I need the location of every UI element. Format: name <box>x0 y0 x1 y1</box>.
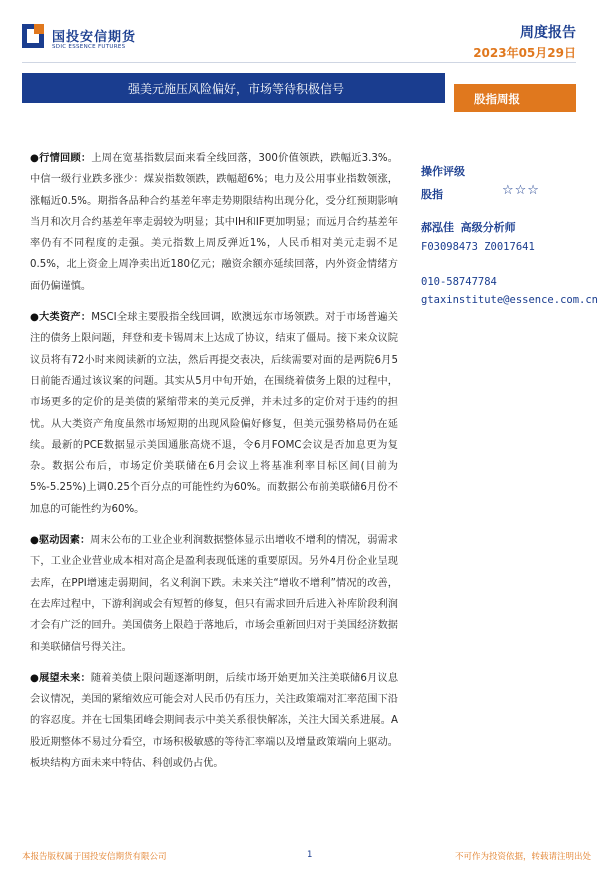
report-type: 周度报告 <box>520 25 576 41</box>
report-tag: 股指周报 <box>474 92 520 106</box>
section-heading: ●展望未来： <box>30 672 91 684</box>
rating-stars: ☆☆☆ <box>502 183 540 198</box>
report-date: 2023年05月29日 <box>473 46 576 60</box>
footer-copyright: 本报告版权属于国投安信期货有限公司 <box>22 852 167 862</box>
logo-cn-text: 国投安信期货 <box>52 30 137 45</box>
footer-disclaimer: 不可作为投资依据，转载请注明出处 <box>454 852 591 862</box>
section-heading: ●驱动因素： <box>30 535 91 547</box>
section-text: MSCI全球主要股指全线回调，欧澳远东市场领跌。对于市场普遍关注的债务上限问题，拜登和麦卡锡周末上达成了协议，结束了僵局。接下来众议院议员将有72小时来阅读新的立法，然后再提交表决，后续需要对面的是两院6月5日前能否通过该议案的问题。其实从5月中旬开始，在围绕着债务上限的过程中，市场更多的定价的是美债的紧缩带来的美元反弹，并未过多的定价对于违约的担忧。从大类资产角度虽然市场短期的出现风险偏好修复，但美元强势格局仍在延续。最新的PCE数据显示美国通胀高烧不退，令6月FOMC会议是否加息更为复杂。数据公布后，市场定价美联储在6月会议上将基准利率目标区间(目前为5%-5.25%)上调0.25个百分点的可能性约为60%。而数据公布前美联储6月份不加息的可能性约为60%。 <box>30 312 398 515</box>
page-number: 1 <box>307 850 313 860</box>
rating-label: 操作评级 <box>421 165 465 178</box>
section-drivers <box>30 530 398 658</box>
section-heading: ●行情回顾： <box>30 153 92 164</box>
section-asset-classes <box>30 307 398 520</box>
report-body <box>30 148 398 784</box>
section-market-review <box>30 148 398 297</box>
section-text: 随着美债上限问题逐渐明朗，后续市场开始更加关注美联储6月议息会议情况，美国的紧缩效应可能会对人民币仍有压力，关注政策端对汇率范围下沿的容忍度。并在七国集团峰会期间表示中美关系很快解冻，关注大国关系进展。A股近期整体不易过分看空，市场积极敏感的等待汇率端以及增量政策端向上驱动。板块结构方面未来中特估、科创或仍占优。 <box>30 672 399 770</box>
analyst-cert: F03098473 Z0017641 <box>421 241 535 253</box>
company-logo <box>22 22 172 56</box>
section-outlook <box>30 668 398 774</box>
analyst-phone: 010-58747784 <box>421 276 497 288</box>
section-heading: ●大类资产： <box>30 312 92 324</box>
header-divider <box>22 62 576 63</box>
section-text: 周末公布的工业企业利润数据整体显示出增收不增利的情况，弱需求下，工业企业营业成本相对高企是盈利表现低迷的重要原因。另外4月份企业呈现去库，在PPI增速走弱期间，名义利润下跌。未来关注“增收不增利”情况的改善，在去库过程中，下游利润或会有短暂的修复，但只有需求回升后进入补库阶段利润才会有广泛的回升。美国债务上限趋于落地后，市场会重新回归对于美国经济数据和美联储信号得关注。 <box>30 535 398 653</box>
rating-name: 股指 <box>421 188 443 201</box>
logo-en-text: SDIC ESSENCE FUTURES <box>52 44 126 50</box>
report-title: 强美元施压风险偏好，市场等待积极信号 <box>128 82 345 96</box>
section-text: 上周在宽基指数层面来看全线回落，300价值领跌，跌幅近3.3%。中信一级行业跌多涨少：煤炭指数领跌，跌幅超6%；电力及公用事业指数领涨，涨幅近0.5%。期指各品种合约基差年率走势期限结构出现分化，受分红预期影响当月和次月合约基差年率走弱较为明显；其中IH和IF更加明显；而远月合约基差年率仍有不同程度的走强。美元指数上周反弹近1%，人民币相对美元走弱不足0.5%，北上资金上周净卖出近180亿元；融资余额亦延续回落，内外资金情绪方面仍偏谨慎。 <box>30 153 398 292</box>
analyst-email[interactable]: gtaxinstitute@essence.com.cn <box>421 294 599 306</box>
sdic-logo-icon <box>22 24 44 48</box>
analyst-name: 郝泓佳 高级分析师 <box>421 221 516 234</box>
